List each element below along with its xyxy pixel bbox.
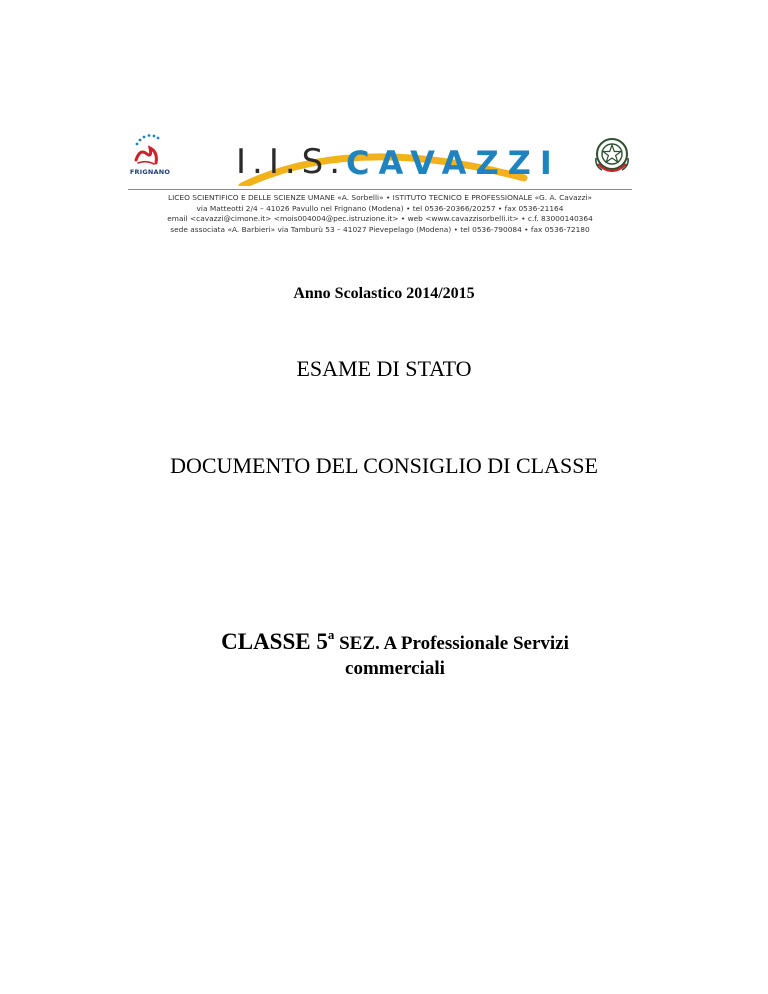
letterhead-divider — [128, 189, 632, 190]
wordmark-prefix: I.I.S. — [236, 142, 347, 182]
letterhead-line: LICEO SCIENTIFICO E DELLE SCIENZE UMANE «A. Sorbelli» • ISTITUTO TECNICO E PROFESSIONALE «G. A. Cavazzi» — [167, 193, 593, 202]
letterhead-line: sede associata «A. Barbieri» via Tamburù 53 – 41027 Pievepelago (Modena) • tel 0536-790084 • fax 0536-72180 — [170, 224, 590, 234]
school-wordmark — [224, 136, 561, 186]
class-heading-line-2: commerciali — [345, 658, 445, 679]
class-section: SEZ. A Professionale Servizi — [334, 633, 569, 654]
letterhead-line: email <cavazzi@cimone.it> <mois004004@pec.istruzione.it> • web <www.cavazzisorbelli.it> • c.f. 83000140364 — [167, 214, 593, 224]
class-label: CLASSE 5 — [221, 629, 328, 654]
italian-republic-emblem-icon — [592, 134, 632, 178]
emblem-graphic — [592, 134, 632, 178]
school-year: Anno Scolastico 2014/2015 — [293, 285, 475, 302]
document-title: DOCUMENTO DEL CONSIGLIO DI CLASSE — [170, 453, 598, 478]
exam-title: ESAME DI STATO — [296, 356, 472, 381]
class-heading-line-1 — [150, 621, 640, 657]
frignano-logo — [128, 130, 172, 180]
class-heading — [150, 621, 640, 681]
frignano-logo-text: FRIGNANO — [129, 168, 171, 176]
letterhead-line: via Matteotti 2/4 – 41026 Pavullo nel Frignano (Modena) • tel 0536-20366/20257 • fax 0536-21164 — [196, 203, 564, 213]
class-superscript: a — [327, 627, 335, 642]
letterhead-address — [128, 193, 632, 235]
wordmark-name: CAVAZZI — [346, 144, 561, 182]
letterhead — [128, 130, 632, 238]
